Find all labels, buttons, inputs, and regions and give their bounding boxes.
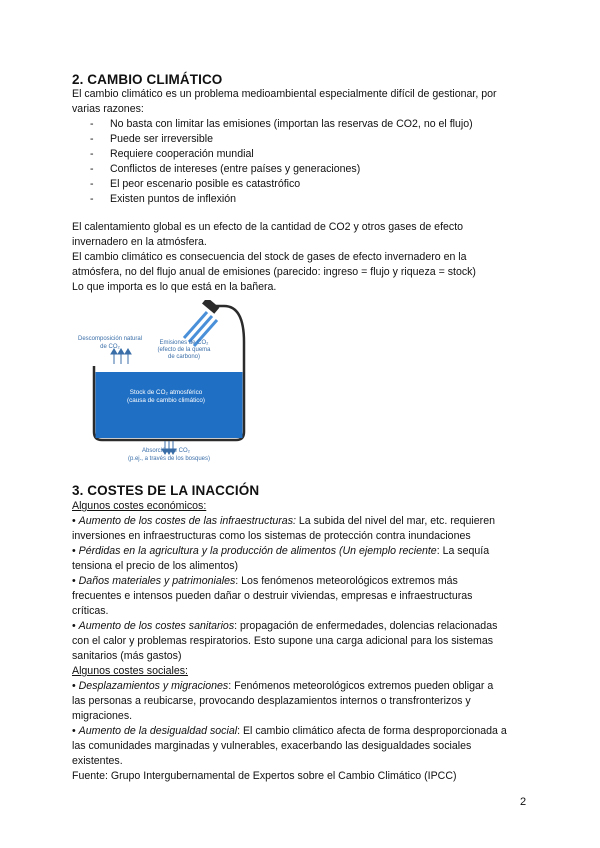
faucet-head — [202, 300, 219, 314]
page-number: 2 — [520, 796, 527, 808]
social-item-1-cont: migraciones. — [72, 710, 133, 722]
section-3-title: 3. COSTES DE LA INACCIÓN — [72, 483, 260, 498]
reason-item: - Puede ser irreversible — [90, 133, 214, 145]
co2-stock-water — [96, 372, 243, 438]
econ-item-4-cont: con el calor y problemas respiratorios. Esto supone una carga adicional para los sistemas — [72, 635, 494, 647]
reason-item: - No basta con limitar las emisiones (importan las reservas de CO2, no el flujo) — [90, 118, 473, 130]
social-costs-heading: Algunos costes sociales: — [72, 665, 189, 677]
econ-item-3: • Daños materiales y patrimoniales: Los fenómenos meteorológicos extremos más — [72, 575, 458, 587]
social-item-2: • Aumento de la desigualdad social: El cambio climático afecta de forma desproporcionada a — [72, 725, 507, 737]
paragraph-line: atmósfera, no del flujo anual de emisiones (parecido: ingreso = flujo y riqueza = stock) — [72, 266, 476, 278]
section-2-intro-line-1: El cambio climático es un problema medioambiental especialmente difícil de gestionar, por — [72, 88, 497, 100]
paragraph-line: El cambio climático es consecuencia del stock de gases de efecto invernadero en la — [72, 251, 467, 263]
economic-costs-heading: Algunos costes económicos: — [72, 500, 207, 512]
econ-item-1-cont: inversiones en infraestructuras como los sistemas de protección contra inundaciones — [72, 530, 471, 542]
decomposition-label: Descomposición natural de CO₂ — [77, 336, 143, 350]
econ-item-4: • Aumento de los costes sanitarios: propagación de enfermedades, dolencias relacionadas — [72, 620, 498, 632]
stock-label: Stock de CO₂ atmosférico (causa de cambio climático) — [126, 389, 206, 404]
econ-item-4-cont: sanitarios (más gastos) — [72, 650, 182, 662]
section-2-title: 2. CAMBIO CLIMÁTICO — [72, 72, 223, 87]
source-citation: Fuente: Grupo Intergubernamental de Expertos sobre el Cambio Climático (IPCC) — [72, 770, 457, 782]
econ-item-3-cont: frecuentes e intensos pueden dañar o destruir viviendas, empresas e infraestructuras — [72, 590, 473, 602]
econ-item-1: • Aumento de los costes de las infraestructuras: La subida del nivel del mar, etc. requieren — [72, 515, 495, 527]
econ-item-2-cont: tensiona el precio de los alimentos) — [72, 560, 239, 572]
econ-item-2: • Pérdidas en la agricultura y la producción de alimentos (Un ejemplo reciente: La sequía — [72, 545, 490, 557]
econ-item-3-cont: críticas. — [72, 605, 109, 617]
bathtub-co2-figure — [66, 300, 256, 470]
reason-item: - Existen puntos de inflexión — [90, 193, 237, 205]
social-item-1-cont: las personas a reubicarse, provocando desplazamientos internos o transfronterizos y — [72, 695, 471, 707]
social-item-2-cont: existentes. — [72, 755, 123, 767]
faucet-pipe — [216, 306, 244, 342]
section-2-intro-line-2: varias razones: — [72, 103, 144, 115]
absorption-label: Absorción de CO₂ (p.ej., a través de los bosques) — [127, 448, 211, 462]
paragraph-line: Lo que importa es lo que está en la bañera. — [72, 281, 277, 293]
social-item-2-cont: las comunidades marginadas y vulnerables, exacerbando las desigualdades sociales — [72, 740, 472, 752]
paragraph-line: invernadero en la atmósfera. — [72, 236, 207, 248]
decomposition-arrows — [111, 349, 131, 364]
emissions-label: Emisiones de CO₂ (efecto de la quema de carbono) — [157, 340, 211, 360]
reason-item: - Conflictos de intereses (entre países y generaciones) — [90, 163, 361, 175]
paragraph-line: El calentamiento global es un efecto de la cantidad de CO2 y otros gases de efecto — [72, 221, 464, 233]
reason-item: - Requiere cooperación mundial — [90, 148, 254, 160]
social-item-1: • Desplazamientos y migraciones: Fenómenos meteorológicos extremos pueden obligar a — [72, 680, 494, 692]
reason-item: - El peor escenario posible es catastrófico — [90, 178, 301, 190]
